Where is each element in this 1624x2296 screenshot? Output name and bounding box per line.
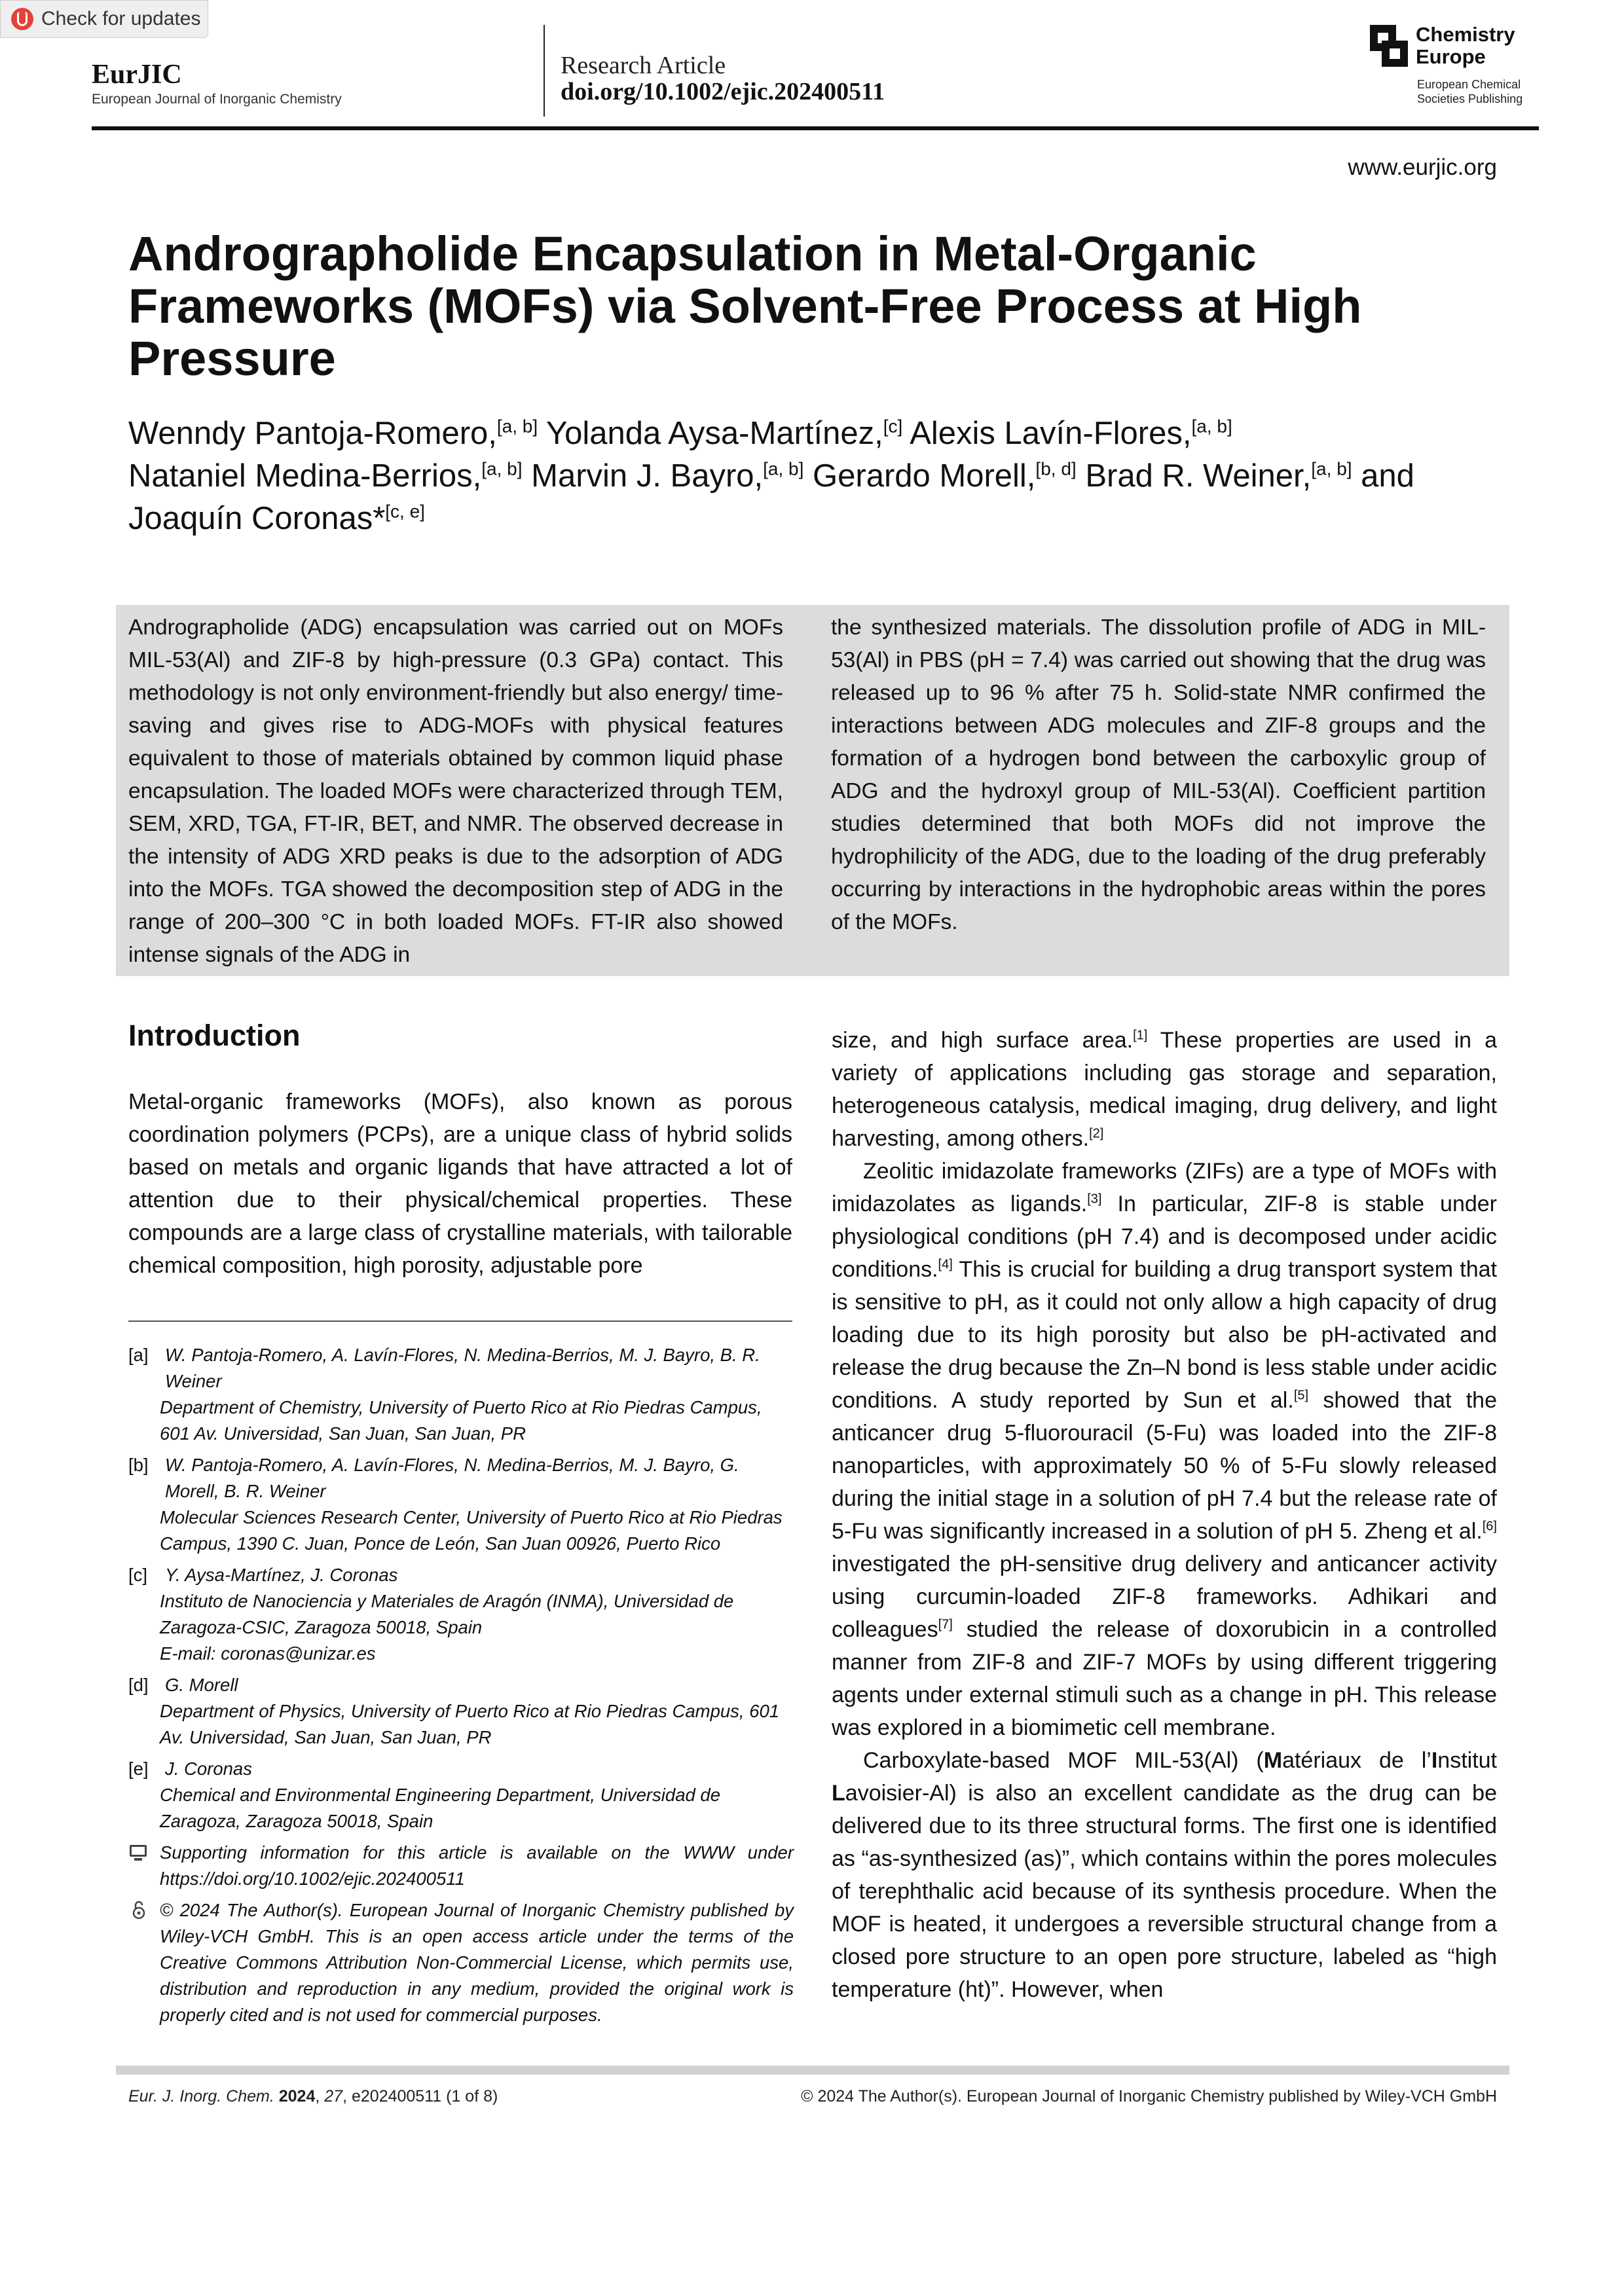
abstract-left-column: Andrographolide (ADG) encapsulation was carried out on MOFs MIL-53(Al) and ZIF-8 by high-pressure (0.3 GPa) contact. This methodology is not only environment-friendly but also energy/ time-saving and gives rise to ADG-MOFs with physical features equivalent to those of materials obtained by common liquid phase encapsulation. The loaded MOFs were characterized through TEM, SEM, XRD, TGA, FT-IR, BET, and NMR. The observed decrease in the intensity of ADG XRD peaks is due to the adsorption of ADG into the MOFs. TGA showed the decomposition step of ADG in the range of 200–300 °C in both loaded MOFs. FT-IR also showed intense signals of the ADG in <box>128 615 783 967</box>
footnote-names: Y. Aysa-Martínez, J. Coronas <box>165 1565 398 1585</box>
intro-paragraph: Metal-organic frameworks (MOFs), also known as porous coordination polymers (PCPs), are a unique class of hybrid solids based on metals and organic ligands that have attracted a lot of attention due to their physical/chemical properties. These compounds are a large class of crystalline materials, with tailorable chemical composition, high porosity, adjustable pore <box>128 1089 792 1278</box>
author-name: Marvin J. Bayro, <box>531 458 764 494</box>
author-affiliation: [a, b] <box>1191 416 1232 437</box>
author-affiliation: [c] <box>883 416 903 437</box>
publisher-name-line2: Europe <box>1416 45 1486 68</box>
mil53-paragraph <box>832 1744 1497 2006</box>
acronym-letter: I <box>1431 1748 1438 1773</box>
citation-ref[interactable]: [1] <box>1133 1028 1148 1043</box>
text-run: avoisier-Al) is also an excellent candidate as the drug can be delivered due to its three structural forms. The first one is identified as “as-synthesized (as)”, which contains within the pores molecules of terephthalic acid because of its synthesis procedure. When the MOF is heated, it undergoes a reversible structural change from a closed pore structure to an open pore structure, labeled as “high temperature (ht)”. However, when <box>832 1781 1497 2002</box>
footnote-label: [e] <box>128 1758 149 1779</box>
author-name: Yolanda Aysa-Martínez, <box>545 416 883 451</box>
check-for-updates-label: Check for updates <box>41 8 201 29</box>
text-run: studied the release of doxorubicin in a controlled manner from ZIF-8 and ZIF-7 MOFs by using different triggering agents under external stimuli such as a change in pH. This release was explored in a biomimetic cell membrane. <box>832 1617 1497 1740</box>
doi-link[interactable]: doi.org/10.1002/ejic.202400511 <box>561 78 885 105</box>
publisher-sub-line1: European Chemical <box>1417 78 1521 91</box>
supporting-info-note <box>128 1840 794 1892</box>
citation-ref[interactable]: [7] <box>938 1617 953 1632</box>
author-affiliation: [a, b] <box>481 458 523 479</box>
footer-year: 2024 <box>278 2087 316 2105</box>
author-affiliation: [a, b] <box>1311 458 1352 479</box>
footnote-affiliation: Molecular Sciences Research Center, University of Puerto Rico at Rio Piedras Campus, 1390 C. Juan, Ponce de León, San Juan 00926, Puerto Rico <box>160 1507 783 1554</box>
text-run: In particular, ZIF-8 is stable under physiological conditions (pH 7.4) and is decomposed under acidic conditions. <box>832 1192 1497 1282</box>
footnote-c <box>128 1562 794 1667</box>
publisher-name-line1: Chemistry <box>1416 23 1515 46</box>
author-name: Nataniel Medina-Berrios, <box>128 458 482 494</box>
text-run: atériaux de l’ <box>1282 1748 1431 1773</box>
footnote-affiliation: Instituto de Nanociencia y Materiales de Aragón (INMA), Universidad de Zaragoza-CSIC, Zaragoza 50018, Spain <box>160 1591 734 1637</box>
author-affiliation: [c, e] <box>385 501 425 522</box>
text-run: This is crucial for building a drug transport system that is sensitive to pH, as it could not only allow a high capacity of drug loading due to its high porosity but also be pH-activated and release the drug because the Zn–N bond is less stable under acidic conditions. A study reported by Sun et al. <box>832 1257 1497 1413</box>
abstract-box <box>116 605 1509 976</box>
author-list <box>128 412 1536 540</box>
license-note <box>128 1897 794 2028</box>
author-name: Alexis Lavín-Flores, <box>910 416 1192 451</box>
journal-abbreviation: EurJIC <box>92 60 182 90</box>
supporting-info-text[interactable]: Supporting information for this article is available on the WWW under https://doi.org/10.1002/ejic.202400511 <box>160 1842 794 1889</box>
publisher-name <box>1416 24 1515 68</box>
header-divider <box>544 25 545 117</box>
footnote-affiliation: Chemical and Environmental Engineering Department, Universidad de Zaragoza, Zaragoza 50018, Spain <box>160 1785 721 1831</box>
footer-citation: Eur. J. Inorg. Chem. 2024, 27, e202400511 (1 of 8) <box>128 2087 498 2105</box>
body-left-column <box>128 1085 792 1282</box>
chemistry-europe-logo-icon <box>1370 25 1408 67</box>
publisher-sub-line2: Societies Publishing <box>1417 92 1523 105</box>
check-for-updates-button[interactable] <box>0 0 208 38</box>
text-run: showed that the anticancer drug 5-fluorouracil (5-Fu) was loaded into the ZIF-8 nanoparticles, with approximately 50 % of 5-Fu slowly released during the initial stage in a solution of pH 7.4 but the release rate of 5-Fu was significantly increased in a solution of pH 5. Zheng et al. <box>832 1388 1497 1544</box>
zif-paragraph <box>832 1155 1497 1744</box>
author-name: Brad R. Weiner, <box>1085 458 1312 494</box>
monitor-icon <box>130 1845 147 1857</box>
footnote-e <box>128 1756 794 1834</box>
text-run: Carboxylate-based MOF MIL-53(Al) ( <box>863 1748 1264 1773</box>
text-run: Zeolitic imidazolate frameworks (ZIFs) are a type of MOFs with imidazolates as ligands. <box>832 1159 1497 1216</box>
author-name: Gerardo Morell, <box>813 458 1036 494</box>
footer-bar <box>116 2066 1509 2075</box>
author-name: Wenndy Pantoja-Romero, <box>128 416 497 451</box>
journal-full-name: European Journal of Inorganic Chemistry <box>92 92 342 107</box>
update-icon <box>11 8 33 30</box>
footnote-names: W. Pantoja-Romero, A. Lavín-Flores, N. Medina-Berrios, M. J. Bayro, B. R. Weiner <box>165 1345 760 1391</box>
text-run: These properties are used in a variety of applications including gas storage and separation, heterogeneous catalysis, medical imaging, drug delivery, and light harvesting, among others. <box>832 1028 1497 1151</box>
citation-ref[interactable]: [2] <box>1089 1126 1104 1141</box>
text-run: investigated the pH-sensitive drug delivery and anticancer activity using curcumin-loaded ZIF-8 frameworks. Adhikari and colleagues <box>832 1552 1497 1642</box>
acronym-letter: M <box>1263 1748 1283 1773</box>
footnote-label: [a] <box>128 1345 149 1365</box>
citation-ref[interactable]: [5] <box>1293 1388 1309 1403</box>
citation-ref[interactable]: [3] <box>1087 1192 1102 1207</box>
footnote-names: W. Pantoja-Romero, A. Lavín-Flores, N. Medina-Berrios, M. J. Bayro, G. Morell, B. R. Weiner <box>165 1455 739 1501</box>
section-heading-introduction: Introduction <box>128 1019 301 1052</box>
footer-volume: 27 <box>324 2087 343 2105</box>
open-access-icon <box>132 1900 145 1920</box>
article-title: Andrographolide Encapsulation in Metal-Organic Frameworks (MOFs) via Solvent-Free Process at High Pressure <box>128 227 1362 386</box>
license-text: © 2024 The Author(s). European Journal of Inorganic Chemistry published by Wiley-VCH GmbH. This is an open access article under the terms of the Creative Commons Attribution Non-Commercial License, which permits use, distribution and reproduction in any medium, provided the original work is properly cited and is not used for commercial purposes. <box>160 1900 794 2025</box>
footer-journal: Eur. J. Inorg. Chem. <box>128 2087 274 2105</box>
text-run: size, and high surface area. <box>832 1028 1134 1053</box>
footnote-label: [c] <box>128 1565 148 1585</box>
footnote-d <box>128 1672 794 1751</box>
journal-website-link[interactable]: www.eurjic.org <box>1348 155 1497 180</box>
citation-ref[interactable]: [6] <box>1482 1519 1497 1534</box>
footnote-affiliation: Department of Chemistry, University of Puerto Rico at Rio Piedras Campus, 601 Av. Universidad, San Juan, San Juan, PR <box>160 1397 762 1444</box>
text-run: nstitut <box>1437 1748 1498 1773</box>
footnote-names: J. Coronas <box>165 1758 252 1779</box>
author-name: Joaquín Coronas* <box>128 501 386 536</box>
author-affiliation: [a, b] <box>763 458 804 479</box>
author-conjunction: and <box>1361 458 1414 494</box>
author-email-link[interactable]: E-mail: coronas@unizar.es <box>160 1643 376 1664</box>
footnote-affiliation: Department of Physics, University of Puerto Rico at Rio Piedras Campus, 601 Av. Universidad, San Juan, San Juan, PR <box>160 1701 780 1747</box>
intro-paragraph-continued <box>832 1024 1497 1155</box>
footnote-rule <box>128 1321 792 1322</box>
affiliation-footnotes <box>128 1342 794 2033</box>
footnote-label: [b] <box>128 1455 149 1475</box>
footnote-names: G. Morell <box>165 1675 238 1695</box>
publisher-subtitle <box>1417 77 1522 106</box>
acronym-letter: L <box>832 1781 845 1806</box>
footnote-label: [d] <box>128 1675 149 1695</box>
header-rule <box>92 126 1539 130</box>
footnote-b <box>128 1452 794 1557</box>
footer-copyright: © 2024 The Author(s). European Journal of Inorganic Chemistry published by Wiley-VCH GmbH <box>801 2087 1497 2105</box>
author-affiliation: [b, d] <box>1035 458 1077 479</box>
footnote-a <box>128 1342 794 1447</box>
author-affiliation: [a, b] <box>496 416 538 437</box>
abstract-right-column: the synthesized materials. The dissolution profile of ADG in MIL-53(Al) in PBS (pH = 7.4) was carried out showing that the drug was released up to 96 % after 75 h. Solid-state NMR confirmed the interactions between ADG molecules and ZIF-8 groups and the formation of a hydrogen bond between the carboxylic group of ADG and the hydroxyl group of MIL-53(Al). Coefficient partition studies determined that both MOFs did not improve the hydrophilicity of the ADG, due to the loading of the drug preferably occurring by interactions in the hydrophobic areas within the pores of the MOFs. <box>831 615 1486 934</box>
footer-page: e202400511 (1 of 8) <box>351 2087 498 2105</box>
article-type: Research Article <box>561 52 726 79</box>
citation-ref[interactable]: [4] <box>938 1257 953 1272</box>
body-right-column <box>832 1024 1497 2006</box>
